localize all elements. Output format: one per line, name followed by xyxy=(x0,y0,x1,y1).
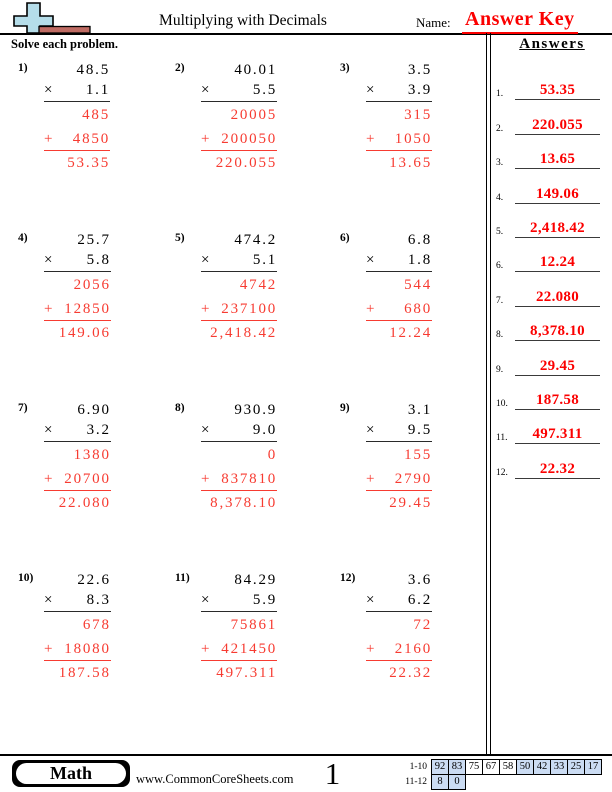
product: 220.055 xyxy=(215,155,278,171)
partial-product-2: 12850 xyxy=(64,301,111,317)
score-cell: 83 xyxy=(448,759,466,775)
product: 29.45 xyxy=(389,495,432,511)
sum-rule-line xyxy=(366,320,432,321)
score-row-1 xyxy=(397,759,602,775)
sum-rule-line xyxy=(366,150,432,151)
sum-rule-line xyxy=(44,660,111,661)
score-cell: 58 xyxy=(499,759,517,775)
partial-product-2: 421450 xyxy=(221,641,278,657)
multiplicand: 6.8 xyxy=(407,232,432,248)
score-cell: 0 xyxy=(448,774,466,790)
plus-symbol: + xyxy=(366,471,377,487)
score-cell: 67 xyxy=(482,759,500,775)
product: 22.080 xyxy=(58,495,111,511)
partial-product-1: 1380 xyxy=(73,447,111,463)
multiplication-rule-line xyxy=(44,441,111,442)
problem xyxy=(340,400,480,570)
score-cell: 8 xyxy=(431,774,449,790)
score-cell: 92 xyxy=(431,759,449,775)
multiplier-row xyxy=(44,590,111,610)
problem-work xyxy=(201,570,277,683)
plus-symbol: + xyxy=(44,641,55,657)
problem xyxy=(175,230,340,400)
multiplication-rule-line xyxy=(366,611,432,612)
answer-item xyxy=(492,410,612,444)
answer-number: 11. xyxy=(496,433,508,444)
footer xyxy=(0,754,612,792)
multiplier-row xyxy=(366,250,432,270)
multiplier: 3.9 xyxy=(407,82,432,98)
multiplicand: 25.7 xyxy=(77,232,111,248)
answer-value: 22.080 xyxy=(515,289,600,307)
page-number: 1 xyxy=(324,756,341,791)
multiplicand: 40.01 xyxy=(234,62,278,78)
answer-number: 1. xyxy=(496,89,504,100)
multiplier-row xyxy=(201,590,277,610)
answer-value: 149.06 xyxy=(515,186,600,204)
answer-number: 8. xyxy=(496,330,504,341)
answer-item xyxy=(492,100,612,134)
problem-work xyxy=(44,570,111,683)
partial-product-1: 544 xyxy=(404,277,432,293)
answer-number: 9. xyxy=(496,364,504,375)
problem-number: 3) xyxy=(340,62,350,74)
answers-panel xyxy=(492,36,612,479)
multiply-symbol: × xyxy=(366,592,377,608)
problem xyxy=(18,400,175,570)
multiplier-row xyxy=(201,80,277,100)
partial-product-2-row xyxy=(44,299,111,319)
multiplier: 5.9 xyxy=(252,592,278,608)
multiplier-row xyxy=(44,250,111,270)
name-label: Name: xyxy=(416,15,451,30)
partial-product-2: 837810 xyxy=(221,471,278,487)
answer-number: 5. xyxy=(496,226,504,237)
score-row-2-cells xyxy=(431,774,466,790)
sum-rule-line xyxy=(201,490,277,491)
multiply-symbol: × xyxy=(366,252,377,268)
answer-value: 497.311 xyxy=(515,426,600,444)
plus-symbol: + xyxy=(44,131,55,147)
answer-item xyxy=(492,204,612,238)
answer-item xyxy=(492,135,612,169)
score-cell: 25 xyxy=(567,759,585,775)
partial-product-2: 1050 xyxy=(394,131,432,147)
partial-product-1: 315 xyxy=(404,107,432,123)
answer-item xyxy=(492,376,612,410)
problem-number: 4) xyxy=(18,232,28,244)
multiplier: 6.2 xyxy=(407,592,432,608)
problem xyxy=(18,230,175,400)
page-title: Multiplying with Decimals xyxy=(159,12,327,29)
problem-work xyxy=(201,400,277,513)
partial-product-2-row xyxy=(201,639,277,659)
partial-product-2-row xyxy=(366,469,432,489)
problem xyxy=(18,60,175,230)
product: 53.35 xyxy=(67,155,110,171)
partial-product-2: 237100 xyxy=(221,301,278,317)
partial-product-2: 18080 xyxy=(64,641,111,657)
score-cell: 33 xyxy=(550,759,568,775)
multiplier-row xyxy=(44,420,111,440)
partial-product-1: 72 xyxy=(413,617,432,633)
problem-number: 2) xyxy=(175,62,185,74)
problem-work xyxy=(201,230,277,343)
problem xyxy=(18,570,175,740)
partial-product-1: 20005 xyxy=(230,107,278,123)
problem-work xyxy=(366,570,432,683)
answer-number: 6. xyxy=(496,261,504,272)
multiply-symbol: × xyxy=(201,82,212,98)
problem-work xyxy=(201,60,277,173)
partial-product-1: 485 xyxy=(82,107,110,123)
sum-rule-line xyxy=(201,150,277,151)
plus-symbol: + xyxy=(366,641,377,657)
answer-number: 3. xyxy=(496,158,504,169)
problem-number: 7) xyxy=(18,402,28,414)
product: 497.311 xyxy=(216,665,278,681)
multiplication-rule-line xyxy=(366,101,432,102)
multiplier-row xyxy=(366,80,432,100)
score-row-2 xyxy=(397,774,602,790)
instructions: Solve each problem. xyxy=(11,37,119,51)
answer-value: 187.58 xyxy=(515,392,600,410)
partial-product-2: 680 xyxy=(404,301,432,317)
partial-product-2: 20700 xyxy=(64,471,111,487)
subject-badge xyxy=(12,760,130,787)
answer-item xyxy=(492,444,612,478)
multiply-symbol: × xyxy=(201,422,212,438)
score-cell: 42 xyxy=(533,759,551,775)
answer-item xyxy=(492,272,612,306)
problem-number: 10) xyxy=(18,572,34,584)
plus-symbol: + xyxy=(201,471,212,487)
problem xyxy=(340,60,480,230)
multiplicand: 84.29 xyxy=(234,572,278,588)
product: 2,418.42 xyxy=(210,325,278,341)
problem-work xyxy=(44,60,110,173)
answer-item xyxy=(492,66,612,100)
multiplication-rule-line xyxy=(201,271,277,272)
multiply-symbol: × xyxy=(201,252,212,268)
vertical-divider xyxy=(486,33,491,754)
score-row-2-label: 11-12 xyxy=(405,777,427,787)
multiplication-rule-line xyxy=(44,101,110,102)
problem-number: 1) xyxy=(18,62,28,74)
multiplication-rule-line xyxy=(201,441,277,442)
answer-number: 2. xyxy=(496,123,504,134)
score-cell: 50 xyxy=(516,759,534,775)
sum-rule-line xyxy=(44,150,110,151)
partial-product-2-row xyxy=(201,299,277,319)
partial-product-2-row xyxy=(44,469,111,489)
plus-symbol: + xyxy=(366,131,377,147)
answer-number: 12. xyxy=(496,467,508,478)
multiplier: 1.1 xyxy=(85,82,110,98)
problems-grid xyxy=(18,60,480,740)
score-table xyxy=(397,759,602,790)
problem xyxy=(340,570,480,740)
website-url: www.CommonCoreSheets.com xyxy=(136,772,294,786)
problem-number: 11) xyxy=(175,572,190,584)
partial-product-2: 2160 xyxy=(394,641,432,657)
header xyxy=(0,0,612,35)
partial-product-1: 678 xyxy=(82,617,111,633)
partial-product-2: 4850 xyxy=(72,131,110,147)
answer-value: 53.35 xyxy=(515,82,600,100)
multiplication-rule-line xyxy=(201,611,277,612)
plus-symbol: + xyxy=(201,301,212,317)
multiplier: 5.8 xyxy=(86,252,111,268)
partial-product-2-row xyxy=(201,469,277,489)
problem-number: 9) xyxy=(340,402,350,414)
score-cell: 75 xyxy=(465,759,483,775)
partial-product-1: 155 xyxy=(404,447,432,463)
answer-item xyxy=(492,169,612,203)
multiplication-rule-line xyxy=(366,441,432,442)
multiplicand: 3.6 xyxy=(407,572,432,588)
answer-key-label: Answer Key xyxy=(462,8,578,34)
partial-product-2-row xyxy=(201,129,277,149)
multiply-symbol: × xyxy=(44,82,55,98)
product: 149.06 xyxy=(58,325,111,341)
partial-product-1: 2056 xyxy=(73,277,111,293)
multiplier: 1.8 xyxy=(407,252,432,268)
multiplication-rule-line xyxy=(44,611,111,612)
sum-rule-line xyxy=(44,320,111,321)
multiplicand: 48.5 xyxy=(76,62,110,78)
problem-number: 12) xyxy=(340,572,356,584)
problem-number: 5) xyxy=(175,232,185,244)
multiplicand: 6.90 xyxy=(77,402,111,418)
multiplicand: 3.5 xyxy=(407,62,432,78)
multiplier-row xyxy=(44,80,110,100)
answer-value: 8,378.10 xyxy=(515,323,600,341)
multiply-symbol: × xyxy=(44,422,55,438)
multiplicand: 474.2 xyxy=(234,232,278,248)
multiplication-rule-line xyxy=(44,271,111,272)
partial-product-2-row xyxy=(366,129,432,149)
problem-number: 8) xyxy=(175,402,185,414)
plus-symbol: + xyxy=(44,301,55,317)
score-cell: 17 xyxy=(584,759,602,775)
partial-product-2-row xyxy=(44,129,110,149)
multiplier-row xyxy=(366,590,432,610)
answer-number: 7. xyxy=(496,295,504,306)
problem-work xyxy=(44,400,111,513)
problem xyxy=(175,60,340,230)
partial-product-2: 200050 xyxy=(221,131,278,147)
partial-product-1: 75861 xyxy=(230,617,278,633)
partial-product-1: 4742 xyxy=(239,277,278,293)
plus-symbol: + xyxy=(201,131,212,147)
product: 8,378.10 xyxy=(210,495,278,511)
answer-item xyxy=(492,341,612,375)
score-row-1-label: 1-10 xyxy=(409,762,427,772)
answer-value: 29.45 xyxy=(515,358,600,376)
partial-product-1: 0 xyxy=(267,447,278,463)
multiplier: 5.1 xyxy=(252,252,278,268)
multiplier: 3.2 xyxy=(86,422,111,438)
multiplicand: 22.6 xyxy=(77,572,111,588)
problem-work xyxy=(366,230,432,343)
multiply-symbol: × xyxy=(366,422,377,438)
multiplicand: 3.1 xyxy=(407,402,432,418)
multiplier: 8.3 xyxy=(86,592,111,608)
answer-value: 12.24 xyxy=(515,254,600,272)
problem xyxy=(340,230,480,400)
product: 13.65 xyxy=(389,155,432,171)
score-row-1-cells xyxy=(431,759,602,775)
partial-product-2-row xyxy=(366,639,432,659)
sum-rule-line xyxy=(44,490,111,491)
multiply-symbol: × xyxy=(44,252,55,268)
sum-rule-line xyxy=(366,490,432,491)
answers-list xyxy=(492,66,612,479)
product: 22.32 xyxy=(389,665,432,681)
answer-value: 22.32 xyxy=(515,461,600,479)
multiplier: 9.0 xyxy=(252,422,278,438)
multiply-symbol: × xyxy=(44,592,55,608)
multiplier-row xyxy=(201,250,277,270)
multiplicand: 930.9 xyxy=(234,402,278,418)
partial-product-2-row xyxy=(366,299,432,319)
answer-value: 13.65 xyxy=(515,151,600,169)
problem-work xyxy=(366,60,432,173)
answer-value: 220.055 xyxy=(515,117,600,135)
problem-number: 6) xyxy=(340,232,350,244)
problem-work xyxy=(44,230,111,343)
answer-item xyxy=(492,307,612,341)
answer-number: 10. xyxy=(496,398,508,409)
sum-rule-line xyxy=(201,660,277,661)
multiplication-rule-line xyxy=(366,271,432,272)
problem xyxy=(175,400,340,570)
plus-symbol: + xyxy=(366,301,377,317)
multiplication-rule-line xyxy=(201,101,277,102)
multiply-symbol: × xyxy=(201,592,212,608)
subject-badge-label: Math xyxy=(16,763,126,784)
problem-work xyxy=(366,400,432,513)
partial-product-2-row xyxy=(44,639,111,659)
answer-item xyxy=(492,238,612,272)
partial-product-2: 2790 xyxy=(394,471,432,487)
multiplier: 9.5 xyxy=(407,422,432,438)
product: 12.24 xyxy=(389,325,432,341)
problem xyxy=(175,570,340,740)
plus-symbol: + xyxy=(201,641,212,657)
answer-value: 2,418.42 xyxy=(515,220,600,238)
multiply-symbol: × xyxy=(366,82,377,98)
sum-rule-line xyxy=(366,660,432,661)
plus-symbol: + xyxy=(44,471,55,487)
product: 187.58 xyxy=(58,665,111,681)
multiplier-row xyxy=(366,420,432,440)
answers-title: Answers xyxy=(519,36,585,52)
multiplier-row xyxy=(201,420,277,440)
multiplier: 5.5 xyxy=(252,82,278,98)
answer-number: 4. xyxy=(496,192,504,203)
sum-rule-line xyxy=(201,320,277,321)
